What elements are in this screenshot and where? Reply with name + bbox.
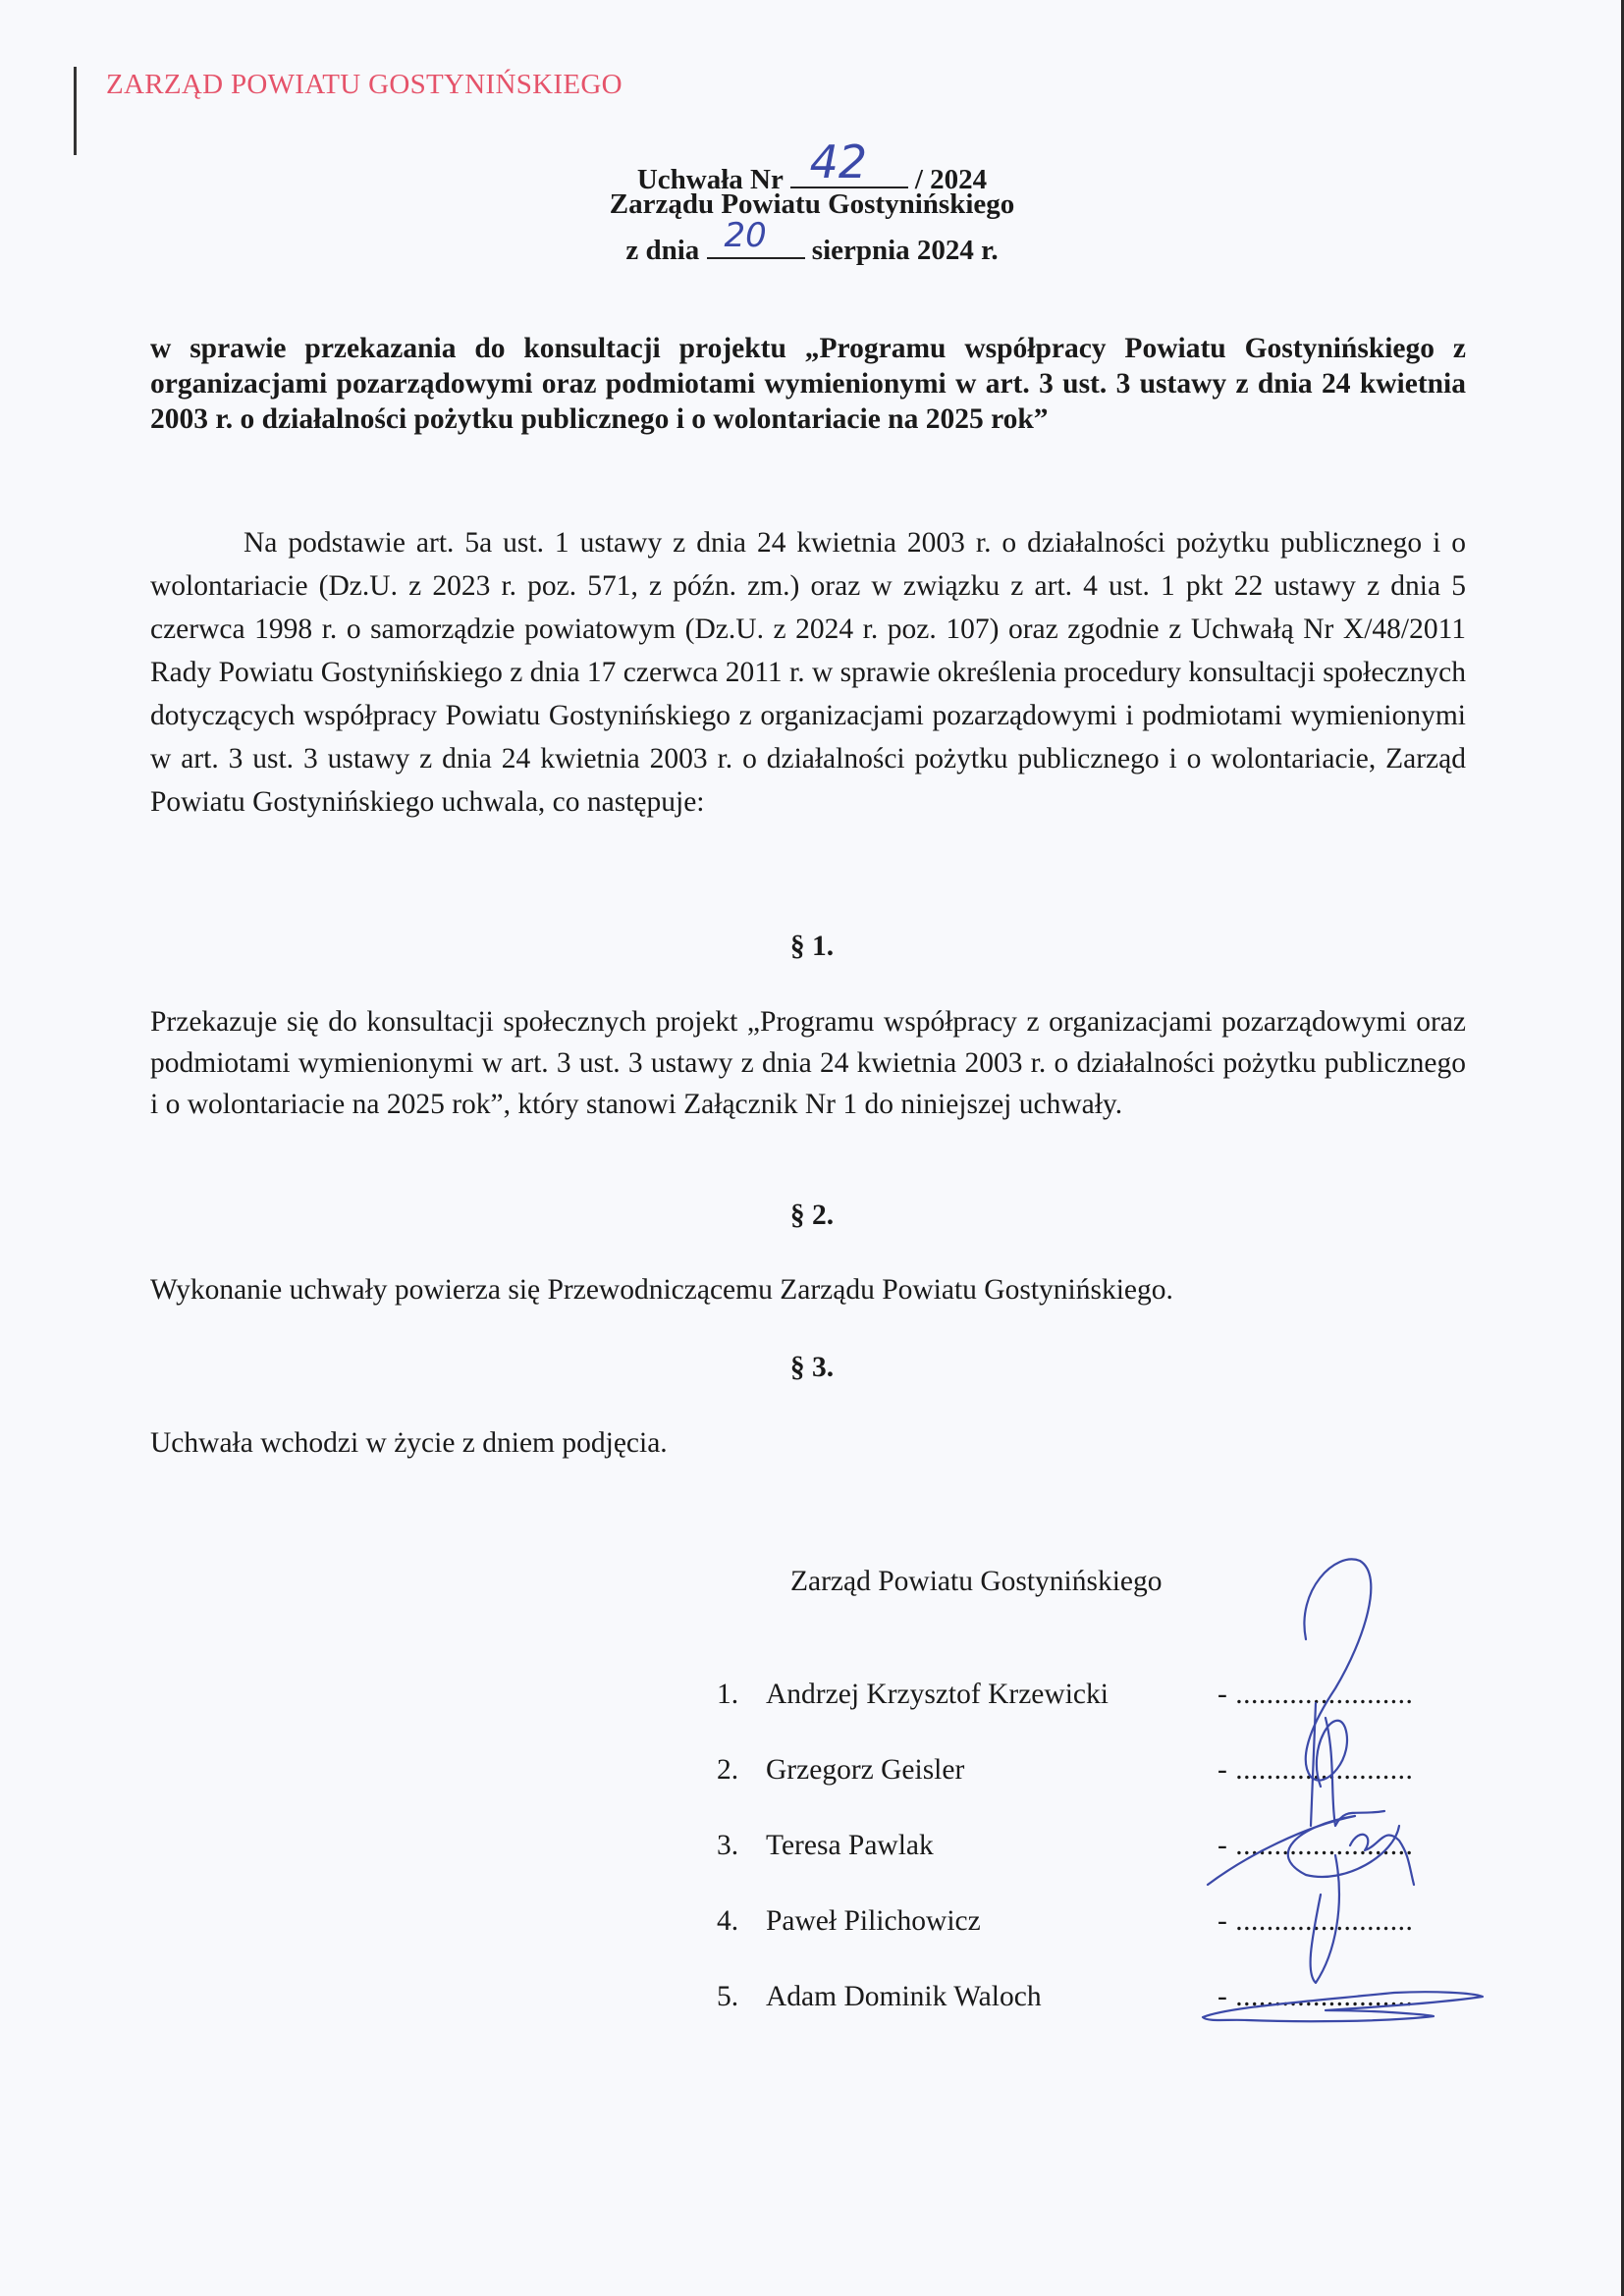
member-number: 5. bbox=[717, 1981, 739, 2012]
section-1-text: Przekazuje się do konsultacji społecznych projekt „Programu współpracy z organizacjami pozarządowymi oraz podmiotami wymienionymi w art. 3 ust. 3 ustawy z dnia 24 kwietnia 2003 r. o działalności pożytku publicznego i o wolontariacie na 2025 rok”, który stanowi Załącznik Nr 1 do niniejszej uchwały. bbox=[150, 1006, 1466, 1120]
handwritten-signatures bbox=[1188, 1531, 1502, 2042]
resolution-number-field bbox=[790, 135, 908, 188]
stamp-bar bbox=[74, 67, 77, 155]
signature-4 bbox=[1311, 1855, 1339, 1983]
date-day: 20 bbox=[724, 216, 767, 255]
member-name: Adam Dominik Waloch bbox=[766, 1981, 1042, 2012]
section-3-text: Uchwała wchodzi w życie z dniem podjęcia. bbox=[150, 1427, 668, 1459]
member-name: Andrzej Krzysztof Krzewicki bbox=[766, 1679, 1109, 1710]
preamble: Na podstawie art. 5a ust. 1 ustawy z dnia 24 kwietnia 2003 r. o działalności pożytku publicznego i o wolontariacie (Dz.U. z 2023 r. poz. 571, z późn. zm.) oraz w związku z art. 4 ust. 1 pkt 22 ustawy z dnia 5 czerwca 1998 r. o samorządzie powiatowym (Dz.U. z 2024 r. poz. 107) oraz zgodnie z Uchwałą Nr X/48/2011 Rady Powiatu Gostynińskiego z dnia 17 czerwca 2011 r. w sprawie określenia procedury konsultacji społecznych dotyczących współpracy Powiatu Gostynińskiego z organizacjami pozarządowymi i podmiotami wymienionymi w art. 3 ust. 3 ustawy z dnia 24 kwietnia 2003 r. o działalności pożytku publicznego i o wolontariacie, Zarząd Powiatu Gostynińskiego uchwala, co następuje: bbox=[150, 527, 1466, 818]
resolution-number: 42 bbox=[809, 135, 868, 188]
signature-line: - ....................... bbox=[1218, 1679, 1414, 1710]
office-stamp: ZARZĄD POWIATU GOSTYNIŃSKIEGO bbox=[106, 69, 623, 100]
section-2-text: Wykonanie uchwały powierza się Przewodniczącemu Zarządu Powiatu Gostynińskiego. bbox=[150, 1274, 1173, 1306]
resolution-prefix: Uchwała Nr bbox=[636, 164, 784, 195]
board-title: Zarząd Powiatu Gostynińskiego bbox=[790, 1566, 1163, 1597]
signature-line: - ....................... bbox=[1218, 1981, 1414, 2012]
member-name: Teresa Pawlak bbox=[766, 1830, 934, 1861]
date-day-field bbox=[707, 216, 805, 259]
member-number: 4. bbox=[717, 1905, 739, 1937]
signature-5 bbox=[1203, 1992, 1483, 2021]
member-number: 2. bbox=[717, 1754, 739, 1786]
signature-line: - ....................... bbox=[1218, 1754, 1414, 1786]
resolution-date-line bbox=[0, 216, 1624, 267]
date-prefix: z dnia bbox=[625, 235, 700, 266]
signature-line: - ....................... bbox=[1218, 1830, 1414, 1861]
member-name: Paweł Pilichowicz bbox=[766, 1905, 981, 1937]
member-number: 3. bbox=[717, 1830, 739, 1861]
resolution-year: / 2024 bbox=[914, 164, 988, 195]
signature-2 bbox=[1311, 1703, 1384, 1826]
resolution-issuer: Zarządu Powiatu Gostynińskiego bbox=[609, 188, 1015, 220]
section-3-heading: § 3. bbox=[789, 1352, 835, 1383]
section-2-heading: § 2. bbox=[789, 1200, 835, 1231]
resolution-subject: w sprawie przekazania do konsultacji projektu „Programu współpracy Powiatu Gostynińskiego z organizacjami pozarządowymi oraz podmiotami wymienionymi w art. 3 ust. 3 ustawy z dnia 24 kwietnia 2003 r. o działalności pożytku publicznego i o wolontariacie na 2025 rok” bbox=[150, 333, 1466, 435]
signature-line: - ....................... bbox=[1218, 1905, 1414, 1937]
date-suffix: sierpnia 2024 r. bbox=[811, 235, 999, 266]
section-1-heading: § 1. bbox=[789, 931, 835, 962]
member-number: 1. bbox=[717, 1679, 739, 1710]
member-name: Grzegorz Geisler bbox=[766, 1754, 965, 1786]
